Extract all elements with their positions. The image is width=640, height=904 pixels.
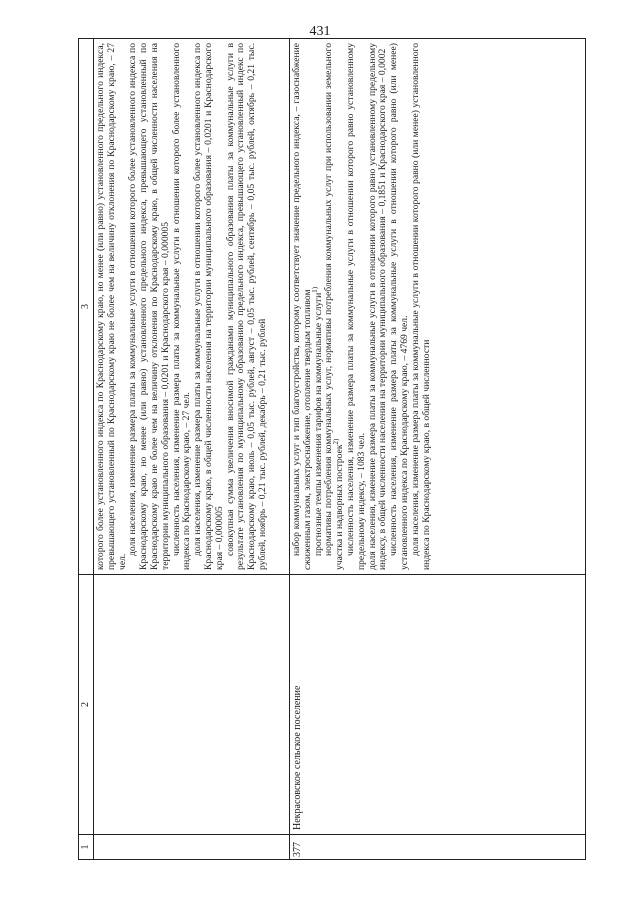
rotated-table-wrapper: [78, 42, 604, 860]
indicators-cell: [94, 39, 290, 575]
data-table: [78, 38, 586, 860]
table-header-row: [79, 39, 94, 860]
settlement-empty: [94, 575, 290, 835]
indicator-line: численность населения, изменение размера платы за коммунальные услуги в отношении которого равно (или менее) установленного индекса по Краснодарскому краю, – 4769 чел.: [388, 43, 410, 570]
table-row-continuation: [94, 39, 290, 860]
indicator-line: численность населения, изменение размера платы за коммунальные услуги в отношении которого равно установленному предельному индексу, – 1083 чел.: [344, 43, 367, 570]
forecast-label: прогнозные темпы изменения тарифов на коммунальные услуги: [312, 292, 324, 556]
index-intro: набор коммунальных услуг и тип благоустройства, которому соответствует значение предельного индекса, – газоснабжение сжиженным газом, электроснабжение, отопление твердым топливом: [291, 43, 313, 570]
indicator-line: совокупная сумма увеличения вносимой гражданами муниципального образования платы за коммунальные услуги в результате установления по муниципальному образованию предельного индекса, превышающего установленный индекс по Краснодарскому краю, июль – 0,05 тыс. рублей, август – 0,05 тыс. рублей, сентябрь – 0,05 тыс. рублей, октябрь – 0,21 тыс. рублей, ноябрь – 0,21 тыс. рублей, декабрь – 0,21 тыс. рублей: [224, 43, 268, 570]
page-number: 431: [309, 24, 331, 39]
indicators-text: [290, 39, 434, 574]
table-row-377: [290, 39, 586, 860]
norms-line: [324, 43, 346, 570]
row-number: 377: [292, 842, 303, 857]
header-col-1: 1: [79, 835, 94, 860]
indicator-line: которого более установленного индекса по Краснодарскому краю, но менее (или равно) установленного предельного индекса, превышающего установленный по Краснодарскому краю не более чем на величину отклонения по Краснодарскому краю, – 27 чел.: [95, 43, 128, 570]
settlement-name: Некрасовское сельское поселение: [292, 685, 303, 830]
row-number-empty: [94, 835, 290, 860]
footnote-ref: 2): [332, 438, 340, 445]
indicators-text: [94, 39, 271, 574]
row-number-cell: [290, 835, 586, 860]
indicator-line: доля населения, изменение размера платы за коммунальные услуги в отношении которого более установленного индекса по Краснодарскому краю, но менее (или равно) установленного предельного индекса, превышающего установленный по Краснодарскому краю не более чем на величину отклонения по Краснодарскому краю, в общей численности населения на территории муниципального образования – 0,0201 и Краснодарского края – 0,000005: [127, 43, 171, 570]
header-col-2: 2: [79, 575, 94, 835]
indicator-line: доля населения, изменение размера платы за коммунальные услуги в отношении которого равно (или менее) установленного индекса по Краснодарскому краю, в общей численности: [409, 43, 432, 570]
header-col-3: 3: [79, 39, 94, 575]
settlement-cell: [290, 575, 586, 835]
indicators-cell: [290, 39, 586, 575]
norms-label: нормативы потребления коммунальных услуг, нормативы потребления коммунальных услуг при использовании земельного участка и надворных построек: [323, 43, 346, 570]
indicator-line: доля населения, изменение размера платы за коммунальные услуги в отношении которого более установленного индекса по Краснодарскому краю, в общей численности населения на территории муниципального образования – 0,0201 и Краснодарского края – 0,000005: [192, 43, 225, 570]
indicator-line: доля населения, изменение размера платы за коммунальные услуги в отношении которого равно установленному предельному индексу, в общей численности населения на территории муниципального образования – 0,1851 и Краснодарского края – 0,0002: [366, 43, 389, 570]
indicator-line: численность населения, изменение размера платы за коммунальные услуги в отношении которого более установленного индекса по Краснодарскому краю, – 27 чел.: [170, 43, 193, 570]
footnote-ref: 1): [310, 286, 319, 293]
